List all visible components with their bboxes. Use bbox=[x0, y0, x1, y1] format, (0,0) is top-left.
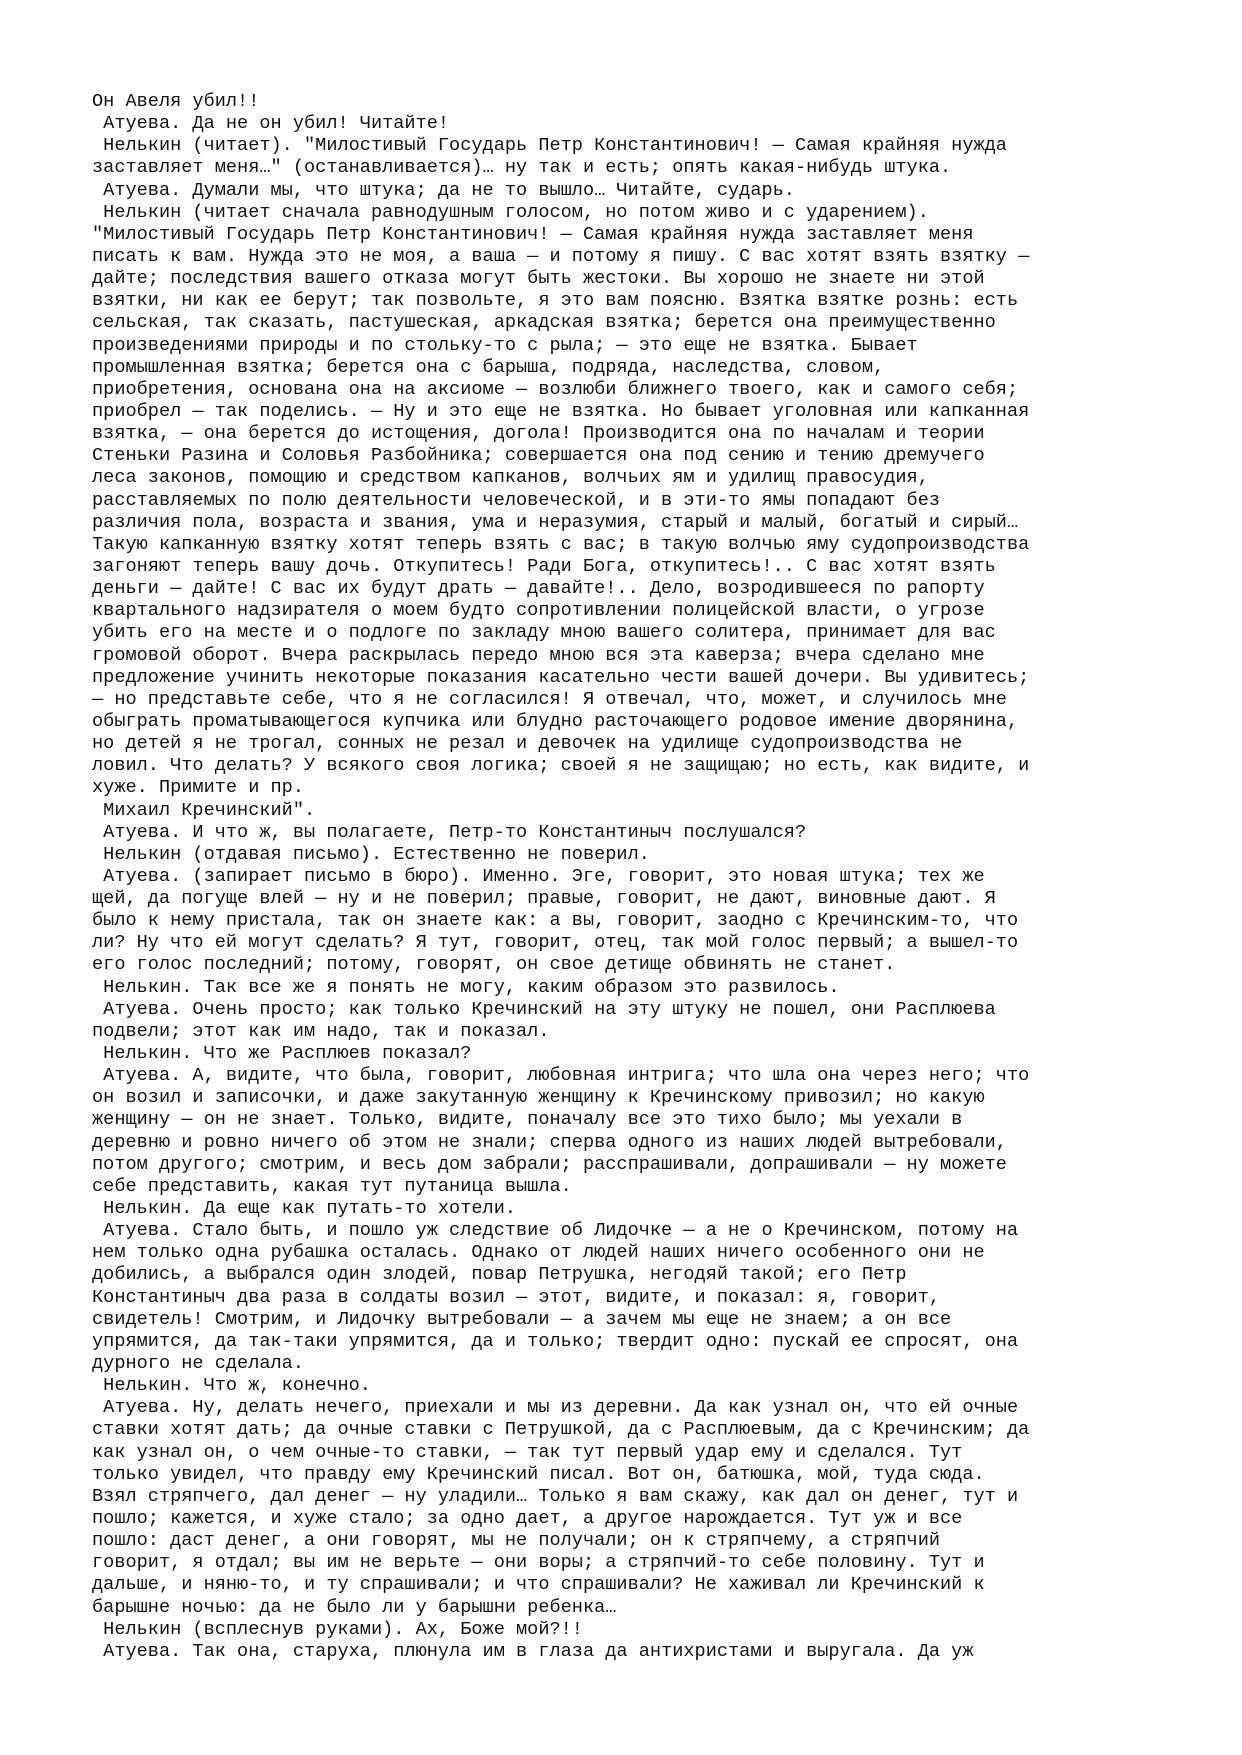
text-line: Взял стряпчего, дал денег — ну уладили… Только я вам скажу, как дал он денег, тут и bbox=[92, 1485, 1019, 1507]
text-line: ставки хотят дать; да очные ставки с Петрушкой, да с Расплюевым, да с Кречинским; да bbox=[92, 1419, 1030, 1441]
text-line: было к нему пристала, так он знаете как: а вы, говорит, заодно с Кречинским-то, что bbox=[92, 910, 1019, 932]
text-line: Нелькин. Что же Расплюев показал? bbox=[92, 1043, 472, 1065]
text-line: Михаил Кречинский". bbox=[92, 799, 316, 821]
text-line: Стеньки Разина и Соловья Разбойника; совершается она под сению и тению дремучего bbox=[92, 445, 985, 467]
text-line: упрямится, да так-таки упрямится, да и только; твердит одно: пускай ее спросят, она bbox=[92, 1330, 1019, 1352]
text-line: как узнал он, о чем очные-то ставки, — так тут первый удар ему и сделался. Тут bbox=[92, 1441, 963, 1463]
text-line: деревню и ровно ничего об этом не знали; сперва одного из наших людей вытребовали, bbox=[92, 1131, 1007, 1153]
text-line: Нелькин. Да еще как путать-то хотели. bbox=[92, 1198, 517, 1220]
text-line: Атуева. Думали мы, что штука; да не то вышло… Читайте, сударь. bbox=[92, 179, 795, 201]
text-line: себе представить, какая тут путаница вышла. bbox=[92, 1175, 572, 1197]
text-line: квартального надзирателя о моем будто сопротивлении полицейской власти, о угрозе bbox=[92, 600, 985, 622]
text-line: Атуева. Так она, старуха, плюнула им в глаза да антихристами и выругала. Да уж bbox=[92, 1640, 974, 1662]
text-line: он возил и записочки, и даже закутанную женщину к Кречинскому привозил; но какую bbox=[92, 1087, 985, 1109]
text-line: женщину — он не знает. Только, видите, поначалу все это тихо было; мы уехали в bbox=[92, 1109, 963, 1131]
text-line: Нелькин (читает сначала равнодушным голосом, но потом живо и с ударением). bbox=[92, 201, 929, 223]
text-line: промышленная взятка; берется она с барыша, подряда, наследства, словом, bbox=[92, 356, 885, 378]
text-line: Нелькин. Так все же я понять не могу, каким образом это развилось. bbox=[92, 976, 840, 998]
text-line: леса законов, помощию и средством капканов, волчьих ям и удилищ правосудия, bbox=[92, 467, 929, 489]
text-line: Он Авеля убил!! bbox=[92, 91, 260, 112]
text-line: различия пола, возраста и звания, ума и неразумия, старый и малый, богатый и сирый… bbox=[92, 511, 1019, 533]
text-line: заставляет меня…" (останавливается)… ну так и есть; опять какая-нибудь штука. bbox=[92, 157, 952, 179]
text-line: только увидел, что правду ему Кречинский писал. Вот он, батюшка, мой, туда сюда. bbox=[92, 1463, 985, 1485]
text-line: Атуева. (запирает письмо в бюро). Именно. Эге, говорит, это новая штука; тех же bbox=[92, 865, 985, 887]
text-line: взятка, — она берется до истощения, догола! Производится она по началам и теории bbox=[92, 423, 985, 445]
text-line: приобрел — так поделись. — Ну и это еще не взятка. Но бывает уголовная или капканная bbox=[92, 400, 1030, 422]
text-line: дайте; последствия вашего отказа могут быть жестоки. Вы хорошо не знаете ни этой bbox=[92, 268, 985, 290]
text-line: — но представьте себе, что я не согласился! Я отвечал, что, может, и случилось мне bbox=[92, 688, 1007, 710]
text-line: Атуева. Да не он убил! Читайте! bbox=[92, 113, 450, 135]
text-line: убить его на месте и о подлоге по закладу мною вашего солитера, принимает для вас bbox=[92, 622, 996, 644]
text-line: Атуева. Ну, делать нечего, приехали и мы из деревни. Да как узнал он, что ей очные bbox=[92, 1397, 1019, 1419]
text-line: Константиныч два раза в солдаты возил — этот, видите, и показал: я, говорит, bbox=[92, 1286, 941, 1308]
text-line: деньги — дайте! С вас их будут драть — давайте!.. Дело, возродившееся по рапорту bbox=[92, 578, 985, 600]
text-line: сельская, так сказать, пастушеская, аркадская взятка; берется она преимущественно bbox=[92, 312, 996, 334]
text-line: добились, а выбрался один злодей, повар Петрушка, негодяй такой; его Петр bbox=[92, 1264, 907, 1286]
text-line: щей, да погуще влей — ну и не поверил; правые, говорит, не дают, виновные дают. Я bbox=[92, 888, 996, 910]
text-line: загоняют теперь вашу дочь. Откупитесь! Ради Бога, откупитесь!.. С вас хотят взять bbox=[92, 555, 996, 577]
text-line: хуже. Примите и пр. bbox=[92, 777, 305, 799]
text-line: громовой оборот. Вчера раскрылась передо мною вся эта каверза; вчера сделано мне bbox=[92, 644, 985, 666]
text-line: потом другого; смотрим, и весь дом забрали; расспрашивали, допрашивали — ну можете bbox=[92, 1153, 1007, 1175]
text-line: ли? Ну что ей могут сделать? Я тут, говорит, отец, так мой голос первый; а вышел-то bbox=[92, 932, 1019, 954]
text-line: ловил. Что делать? У всякого своя логика; своей я не защищаю; но есть, как видите, и bbox=[92, 755, 1030, 777]
text-line: барышне ночью: да не было ли у барышни ребенка… bbox=[92, 1596, 617, 1618]
text-line: Атуева. Очень просто; как только Кречинский на эту штуку не пошел, они Расплюева bbox=[92, 998, 996, 1020]
text-line: предложение учинить некоторые показания касательно чести вашей дочери. Вы удивитесь; bbox=[92, 666, 1030, 688]
text-line: взятки, ни как ее берут; так позвольте, я это вам поясню. Взятка взятке рознь: есть bbox=[92, 290, 1019, 312]
text-line: Атуева. И что ж, вы полагаете, Петр-то Константиныч послушался? bbox=[92, 821, 807, 843]
text-line: Нелькин (всплеснув руками). Ах, Боже мой?!! bbox=[92, 1618, 583, 1640]
text-line: свидетель! Смотрим, и Лидочку вытребовали — а зачем мы еще не знаем; а он все bbox=[92, 1308, 952, 1330]
text-line: но детей я не трогал, сонных не резал и девочек на удилище судопроизводства не bbox=[92, 733, 963, 755]
document-page bbox=[92, 91, 1212, 1663]
text-line: дальше, и няню-то, и ту спрашивали; и что спрашивали? Не хаживал ли Кречинский к bbox=[92, 1574, 985, 1596]
text-line: Нелькин (отдавая письмо). Естественно не поверил. bbox=[92, 843, 650, 865]
text-line: Нелькин (читает). "Милостивый Государь Петр Константинович! — Самая крайняя нужда bbox=[92, 135, 1007, 157]
text-line: расставляемых по полю деятельности человеческой, и в эти-то ямы попадают без bbox=[92, 489, 941, 511]
text-line: Нелькин. Что ж, конечно. bbox=[92, 1375, 371, 1397]
text-line: его голос последний; потому, говорят, он свое детище обвинять не станет. bbox=[92, 954, 896, 976]
text-line: Атуева. Стало быть, и пошло уж следствие об Лидочке — а не о Кречинском, потому на bbox=[92, 1220, 1019, 1242]
text-line: дурного не сделала. bbox=[92, 1353, 305, 1375]
text-line: пошло: даст денег, а они говорят, мы не получали; он к стряпчему, а стряпчий bbox=[92, 1530, 941, 1552]
text-line: произведениями природы и по стольку-то с рыла; — это еще не взятка. Бывает bbox=[92, 334, 918, 356]
text-line: писать к вам. Нужда это не моя, а ваша — и потому я пишу. С вас хотят взять взятку — bbox=[92, 245, 1030, 267]
text-line: приобретения, основана она на аксиоме — возлюби ближнего твоего, как и самого себя; bbox=[92, 378, 1019, 400]
text-line: "Милостивый Государь Петр Константинович! — Самая крайняя нужда заставляет меня bbox=[92, 223, 974, 245]
text-line: Такую капканную взятку хотят теперь взять с вас; в такую волчью яму судопроизводства bbox=[92, 533, 1030, 555]
text-line: нем только одна рубашка осталась. Однако от людей наших ничего особенного они не bbox=[92, 1242, 985, 1264]
text-line: говорит, я отдал; вы им не верьте — они воры; а стряпчий-то себе половину. Тут и bbox=[92, 1552, 985, 1574]
text-line: обыграть проматывающегося купчика или блудно расточающего родовое имение дворянина, bbox=[92, 710, 1019, 732]
text-line: пошло; кажется, и хуже стало; за одно дает, а другое нарождается. Тут уж и все bbox=[92, 1508, 963, 1529]
text-line: Атуева. А, видите, что была, говорит, любовная интрига; что шла она через него; что bbox=[92, 1065, 1030, 1087]
text-line: подвели; этот как им надо, так и показал. bbox=[92, 1020, 550, 1042]
